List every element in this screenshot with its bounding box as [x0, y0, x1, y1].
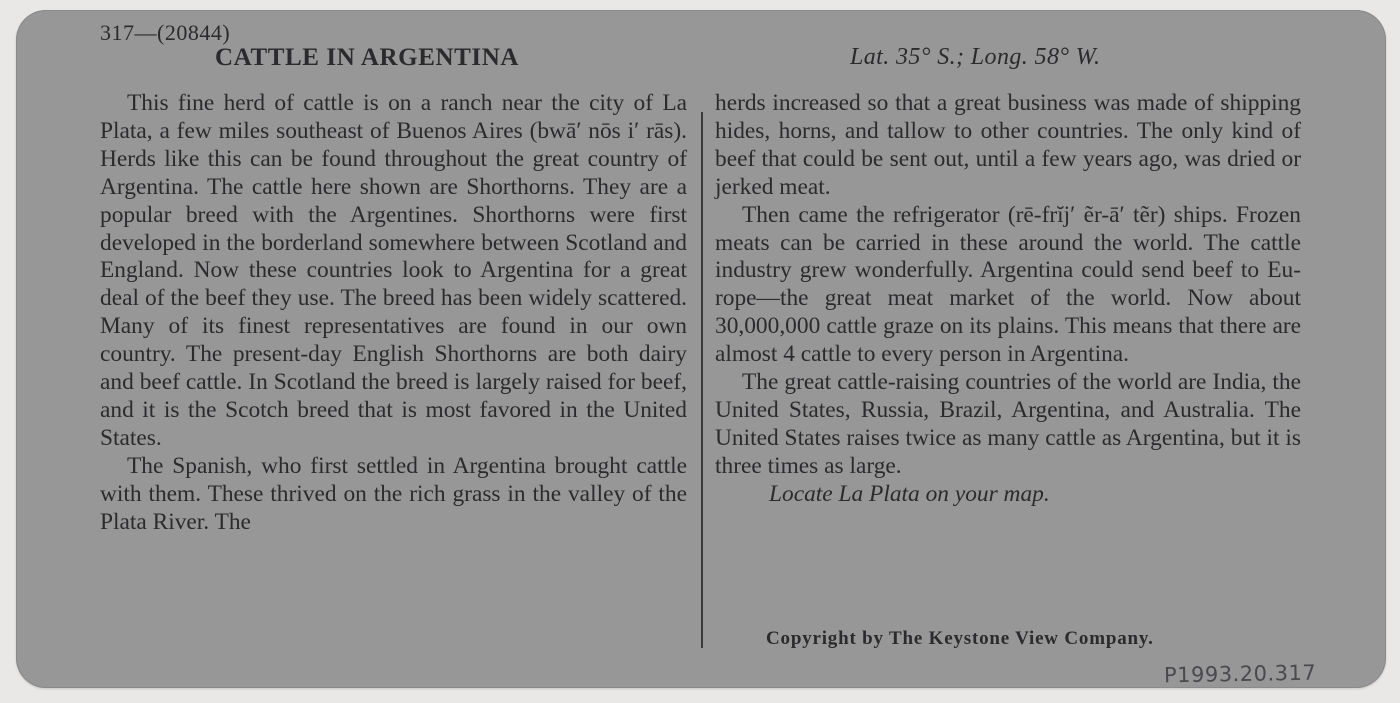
catalog-number: 317—(20844) — [100, 20, 231, 45]
coordinates: Lat. 35° S.; Long. 58° W. — [850, 44, 1101, 70]
stereograph-card-back — [16, 10, 1386, 688]
accession-number: P1993.20.317 — [1163, 660, 1317, 688]
paragraph: The great cattle-raising countries of the world are India, the United States, Russia, Brazil, Argentina, and Australia. The United States raises twice as many cattle as Argentina, but it is three times as large. — [715, 369, 1301, 479]
paragraph: This fine herd of cattle is on a ranch near the city of La Plata, a few miles southeast of Buenos Aires (bwā′ nōs i′ rās). Herds like this can be found throughout the great country of Argentina. The cattle here shown are Shorthorns. They are a popular breed with the Argentines. Shorthorns were first developed in the borderland somewhere between Scotland and England. Now these countries look to Argentina for a great deal of the beef they use. The breed has been widely scattered. Many of its finest representatives are found in our own country. The present-day English Shorthorns are both dairy and beef cattle. In Scotland the breed is largely raised for beef, and it is the Scotch breed that is most favored in the United States. — [100, 90, 687, 451]
paragraph: Then came the refrigerator (rē-frĭj′ ẽr-ā′ tẽr) ships. Frozen meats can be carried in these around the world. The cattle industry grew wonderfully. Argentina could send beef to Europe—the great meat market of the world. Now about 30,000,000 cattle graze on its plains. This means that there are almost 4 cattle to every person in Argentina. — [715, 201, 1301, 368]
locate-note: Locate La Plata on your map. — [769, 480, 1050, 507]
left-column — [100, 90, 687, 537]
right-column — [715, 90, 1301, 509]
copyright-line: Copyright by The Keystone View Company. — [766, 628, 1154, 649]
column-divider — [701, 112, 703, 648]
paragraph: herds increased so that a great business was made of shipping hides, horns, and tallow to other countries. The only kind of beef that could be sent out, until a few years ago, was dried or jerked meat. — [715, 90, 1301, 200]
card-title: CATTLE IN ARGENTINA — [215, 44, 520, 71]
paragraph: The Spanish, who first settled in Argentina brought cattle with them. These thrived on the rich grass in the valley of the Plata River. The — [100, 452, 687, 535]
